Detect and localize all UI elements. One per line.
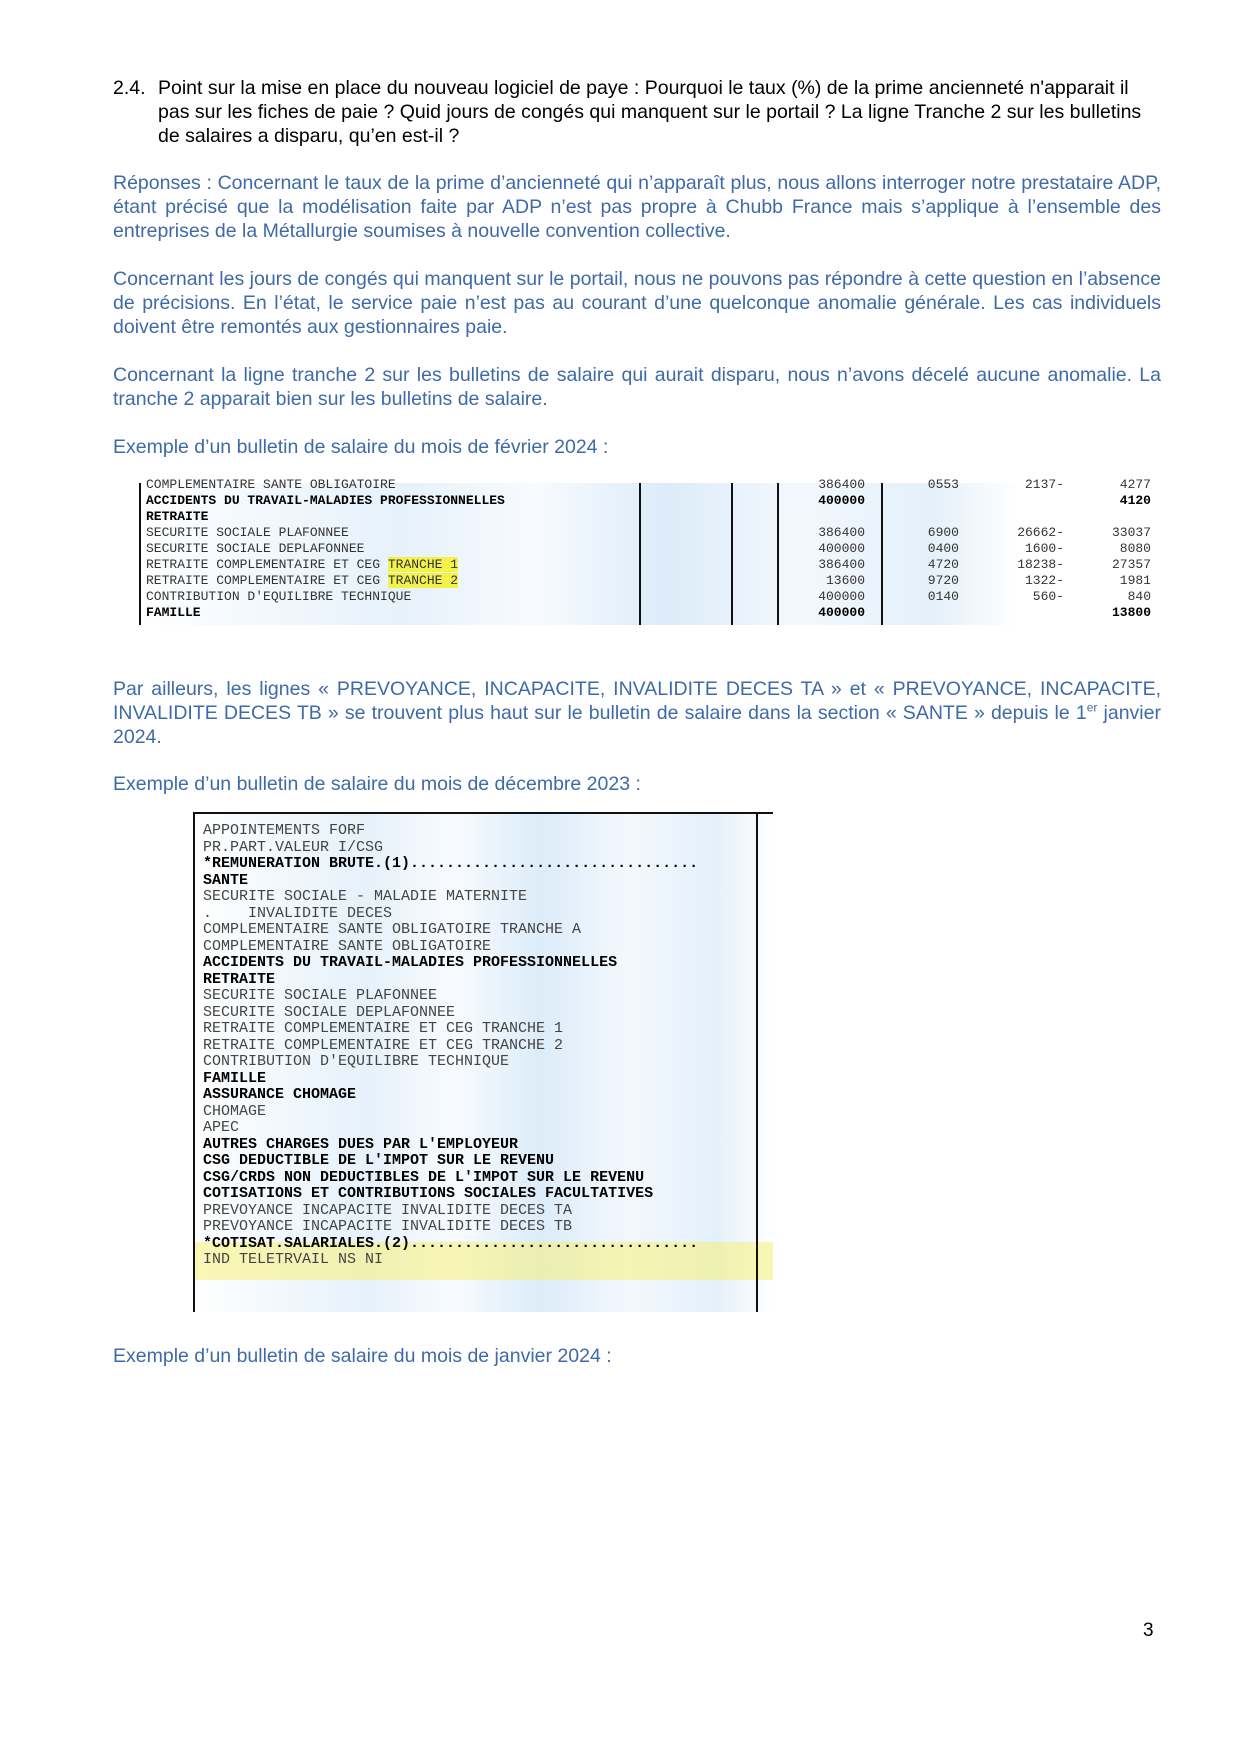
payslip-cell-base: 386400 (818, 477, 865, 492)
payslip-line: SECURITE SOCIALE DEPLAFONNEE (203, 1003, 456, 1021)
payslip-row (139, 573, 1151, 589)
payslip-line: SANTE (203, 871, 249, 889)
highlight-tranche: TRANCHE 1 (387, 557, 459, 572)
payslip-line: *REMUNERATION BRUTE.(1)................................ (203, 855, 699, 872)
payslip-line: RETRAITE COMPLEMENTAIRE ET CEG TRANCHE 2 (203, 1036, 564, 1054)
payslip-line: IND TELETRVAIL NS NI (203, 1251, 384, 1268)
example-jan-caption: Exemple d’un bulletin de salaire du mois de janvier 2024 : (113, 1345, 612, 1367)
payslip-row-label: RETRAITE COMPLEMENTAIRE ET CEG TRANCHE 2 (146, 573, 459, 588)
payslip-line: PREVOYANCE INCAPACITE INVALIDITE DECES TB (203, 1218, 573, 1235)
payslip-row (139, 477, 1151, 493)
payslip-cell-taux: 4720 (927, 557, 959, 572)
payslip-cell-base: 13600 (825, 573, 865, 588)
payslip-line: RETRAITE COMPLEMENTAIRE ET CEG TRANCHE 1 (203, 1020, 564, 1037)
payslip-row-label: CONTRIBUTION D'EQUILIBRE TECHNIQUE (146, 589, 412, 604)
question-text: Point sur la mise en place du nouveau logiciel de paye : Pourquoi le taux (%) de la prime ancienneté n'apparait il pas sur les fiches de paie ? Quid jours de congés qui manquent sur le portail ? La ligne Tranche 2 sur les bulletins de salaires a disparu, qu’en est-il ? (158, 77, 1142, 147)
payslip-cell-montant: 560- (1032, 589, 1064, 604)
payslip-cell-montant: 26662- (1017, 525, 1064, 540)
payslip-row-label: FAMILLE (146, 605, 201, 620)
payslip-cell-montant: 2137- (1024, 477, 1064, 492)
payslip-cell-taux: 6900 (927, 525, 959, 540)
payslip-line: APPOINTEMENTS FORF (203, 822, 366, 839)
payslip-cell-base: 400000 (818, 605, 865, 620)
payslip-cell-montant: 1322- (1024, 573, 1064, 588)
payslip-line: PREVOYANCE INCAPACITE INVALIDITE DECES TA (203, 1201, 573, 1219)
payslip-line: . INVALIDITE DECES (203, 904, 393, 922)
payslip-cell-montant: 1600- (1024, 541, 1064, 556)
payslip-cell-base: 400000 (818, 589, 865, 604)
payslip-dec-2023-image (193, 812, 773, 1312)
payslip-cell-base: 400000 (818, 541, 865, 556)
payslip-feb-2024-image (139, 477, 1151, 625)
question-number: 2.4. (113, 77, 146, 99)
payslip-cell-patronal: 1981 (1119, 573, 1151, 588)
payslip-line: COMPLEMENTAIRE SANTE OBLIGATOIRE (203, 937, 492, 955)
highlight-tranche: TRANCHE 2 (387, 573, 459, 588)
payslip-row (139, 541, 1151, 557)
payslip-line: ACCIDENTS DU TRAVAIL-MALADIES PROFESSIONNELLES (203, 954, 618, 971)
payslip-line: SECURITE SOCIALE - MALADIE MATERNITE (203, 888, 528, 905)
payslip-line: RETRAITE (203, 970, 276, 988)
payslip-row-label: SECURITE SOCIALE PLAFONNEE (146, 525, 349, 540)
payslip-border (756, 812, 758, 1312)
page-number: 3 (1143, 1620, 1154, 1641)
payslip-border (193, 812, 773, 814)
example-feb-caption: Exemple d’un bulletin de salaire du mois de février 2024 : (113, 436, 609, 458)
payslip-line: CHOMAGE (203, 1102, 267, 1120)
payslip-line: ASSURANCE CHOMAGE (203, 1086, 357, 1103)
payslip-cell-base: 386400 (818, 525, 865, 540)
payslip-row (139, 557, 1151, 573)
payslip-cell-patronal: 33037 (1111, 525, 1151, 540)
payslip-cell-patronal: 4277 (1119, 477, 1151, 492)
payslip-line: COMPLEMENTAIRE SANTE OBLIGATOIRE TRANCHE A (203, 921, 582, 938)
payslip-line: APEC (203, 1119, 240, 1136)
payslip-border (193, 812, 195, 1312)
payslip-cell-taux: 0400 (927, 541, 959, 556)
payslip-cell-patronal: 27357 (1111, 557, 1151, 572)
answer-paragraph-3: Concernant la ligne tranche 2 sur les bulletins de salaire qui aurait disparu, nous n’avons décelé aucune anomalie. La tranche 2 apparait bien sur les bulletins de salaire. (113, 364, 1161, 410)
payslip-cell-base: 400000 (818, 493, 865, 508)
payslip-row-label: ACCIDENTS DU TRAVAIL-MALADIES PROFESSIONNELLES (146, 493, 505, 508)
answer-paragraph-1: Réponses : Concernant le taux de la prime d’ancienneté qui n’apparaît plus, nous allons interroger notre prestataire ADP, étant précisé que la modélisation faite par ADP n’est pas propre à Chubb France mais s’applique à l’ensemble des entreprises de la Métallurgie soumises à nouvelle convention collective. (113, 172, 1161, 242)
payslip-line: FAMILLE (203, 1069, 267, 1087)
payslip-line: AUTRES CHARGES DUES PAR L'EMPLOYEUR (203, 1135, 519, 1153)
payslip-cell-taux: 0553 (927, 477, 959, 492)
payslip-row (139, 525, 1151, 541)
payslip-row (139, 589, 1151, 605)
payslip-line: SECURITE SOCIALE PLAFONNEE (203, 987, 438, 1004)
payslip-cell-patronal: 840 (1127, 589, 1151, 604)
payslip-row (139, 509, 1019, 525)
payslip-row-label: RETRAITE (146, 509, 209, 524)
payslip-line: CSG DEDUCTIBLE DE L'IMPOT SUR LE REVENU (203, 1152, 555, 1169)
payslip-cell-patronal: 8080 (1119, 541, 1151, 556)
payslip-row-label: RETRAITE COMPLEMENTAIRE ET CEG TRANCHE 1 (146, 557, 459, 572)
answer-paragraph-4: Par ailleurs, les lignes « PREVOYANCE, INCAPACITE, INVALIDITE DECES TA » et « PREVOYANCE, INCAPACITE, INVALIDITE DECES TB » se trouvent plus haut sur le bulletin de salaire dans la section « SANTE » depuis le 1er janvier 2024. (113, 678, 1161, 748)
payslip-cell-taux: 0140 (927, 589, 959, 604)
payslip-row (139, 493, 1151, 509)
payslip-line: COTISATIONS ET CONTRIBUTIONS SOCIALES FACULTATIVES (203, 1185, 654, 1202)
payslip-cell-patronal: 13800 (1111, 605, 1151, 620)
payslip-row-label: SECURITE SOCIALE DEPLAFONNEE (146, 541, 365, 556)
payslip-cell-taux: 9720 (927, 573, 959, 588)
payslip-line: *COTISAT.SALARIALES.(2)................................ (203, 1234, 699, 1252)
payslip-cell-montant: 18238- (1017, 557, 1064, 572)
answer-paragraph-2: Concernant les jours de congés qui manquent sur le portail, nous ne pouvons pas répondre à cette question en l’absence de précisions. En l’état, le service paie n’est pas au courant d’une quelconque anomalie générale. Les cas individuels doivent être remontés aux gestionnaires paie. (113, 268, 1161, 338)
payslip-line: CONTRIBUTION D'EQUILIBRE TECHNIQUE (203, 1053, 510, 1070)
payslip-row (139, 605, 1151, 621)
example-dec-caption: Exemple d’un bulletin de salaire du mois de décembre 2023 : (113, 773, 641, 795)
payslip-line: PR.PART.VALEUR I/CSG (203, 838, 384, 856)
payslip-row-label: COMPLEMENTAIRE SANTE OBLIGATOIRE (146, 477, 396, 492)
payslip-cell-base: 386400 (818, 557, 865, 572)
payslip-cell-patronal: 4120 (1119, 493, 1151, 508)
payslip-line: CSG/CRDS NON DEDUCTIBLES DE L'IMPOT SUR LE REVENU (203, 1168, 645, 1186)
